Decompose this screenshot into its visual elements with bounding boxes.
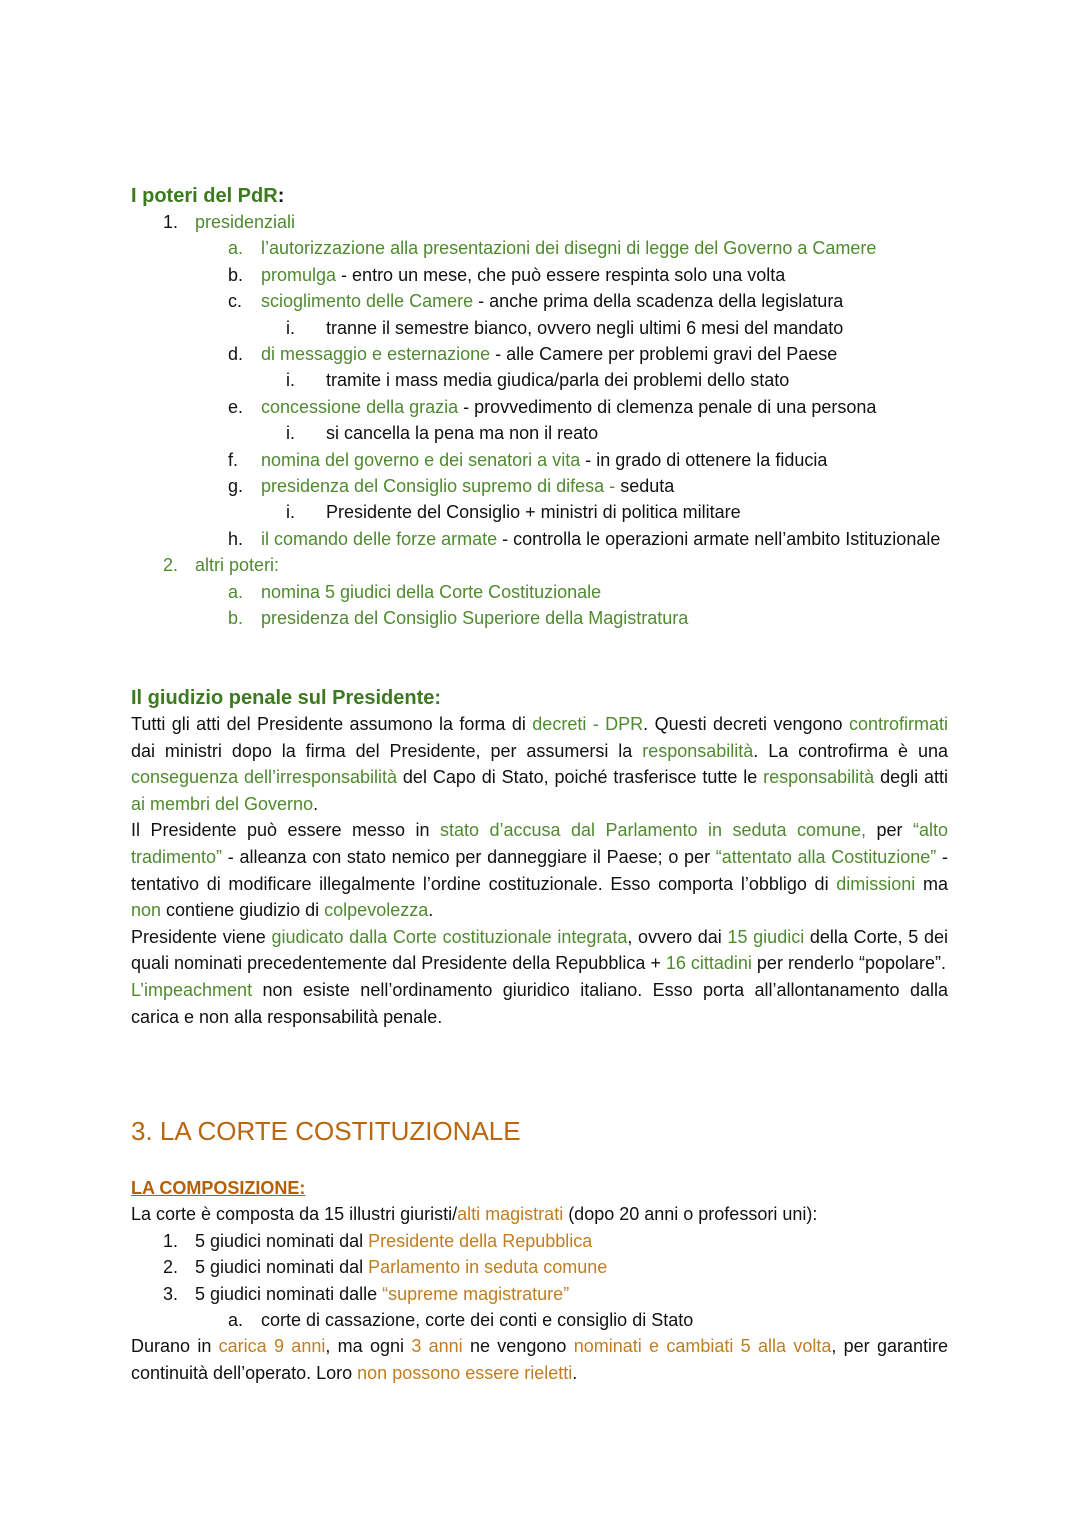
list-item (131, 367, 948, 393)
text-run: Tutti gli atti del Presidente assumono la forma di (131, 714, 533, 734)
list-marker: c. (228, 291, 243, 312)
highlighted-text: 3 anni (411, 1336, 463, 1357)
text-run: del Capo di Stato, poiché trasferisce tutte le (397, 767, 764, 788)
highlighted-text: Parlamento in seduta comune (368, 1257, 608, 1278)
composizione-section (131, 1175, 948, 1387)
highlighted-text: altri poteri: (195, 555, 280, 576)
list-marker: e. (228, 396, 244, 417)
text-run: - entro un mese, che può essere respinta solo una volta (336, 264, 786, 285)
list-marker: 3. (163, 1283, 179, 1304)
text-run: non esiste nell’ordinamento giuridico italiano. Esso porta all’allontanamento dalla carica e non alla responsabilità penale. (131, 979, 948, 1027)
list-marker: b. (228, 264, 244, 285)
list-marker: a. (228, 581, 244, 602)
highlighted-text: Presidente della Repubblica (368, 1230, 593, 1251)
text-run: - provvedimento di clemenza penale di una persona (458, 396, 877, 417)
list-item (131, 1307, 948, 1333)
list-item (131, 262, 948, 288)
text-run: La corte è composta da 15 illustri giuristi/ (131, 1204, 458, 1225)
highlighted-text: promulga (261, 264, 337, 285)
text-run: - alleanza con stato nemico per danneggiare il Paese; o per (222, 846, 716, 867)
list-item (131, 499, 948, 525)
list-marker: h. (228, 528, 244, 549)
highlighted-text: alti magistrati (457, 1204, 564, 1225)
text-run: 5 giudici nominati dalle (195, 1283, 383, 1304)
text-run: Presidente del Consiglio + ministri di politica militare (326, 502, 741, 523)
highlighted-text: stato d’accusa dal Parlamento in seduta comune, (439, 820, 867, 841)
paragraph (131, 817, 948, 923)
highlighted-text: 15 giudici (727, 926, 805, 947)
text-run: ma (915, 873, 948, 894)
text-run: , per garantire continuità dell’operato. Loro (131, 1336, 949, 1384)
poteri-heading (131, 183, 948, 209)
text-run: . La controfirma è una (753, 740, 948, 761)
list-marker: g. (228, 476, 244, 497)
corte-section-title-wrap (131, 1115, 948, 1147)
list-item (131, 447, 948, 473)
highlighted-text: responsabilità (642, 740, 754, 761)
highlighted-text: presidenza del Consiglio supremo di difesa - (261, 476, 621, 497)
poteri-list (131, 209, 948, 632)
text-run: - anche prima della scadenza della legislatura (473, 291, 844, 312)
paragraph (131, 977, 948, 1030)
composizione-list (131, 1228, 948, 1334)
highlighted-text: responsabilità (763, 767, 875, 788)
highlighted-text: concessione della grazia (261, 396, 459, 417)
list-item (131, 235, 948, 261)
paragraph (131, 711, 948, 817)
list-marker: f. (228, 449, 239, 470)
highlighted-text: scioglimento delle Camere (261, 291, 474, 312)
list-item (131, 526, 948, 552)
list-item (131, 420, 948, 446)
text-run: Il Presidente può essere messo in (131, 820, 440, 841)
poteri-section (131, 183, 948, 632)
composizione-intro (131, 1201, 948, 1227)
text-run: - tentativo di modificare illegalmente l’ordine costituzionale. Esso comporta l’obbligo di (131, 846, 949, 894)
highlighted-text: presidenza del Consiglio Superiore della Magistratura (261, 608, 689, 629)
list-item (131, 552, 948, 578)
list-item (131, 1254, 948, 1280)
highlighted-text: dimissioni (836, 873, 916, 894)
list-marker: i. (286, 423, 295, 444)
highlighted-text: nomina del governo e dei senatori a vita (261, 449, 581, 470)
highlighted-text: “supreme magistrature” (382, 1283, 570, 1304)
list-marker: i. (286, 370, 295, 391)
list-item (131, 579, 948, 605)
highlighted-text: nomina 5 giudici della Corte Costituzionale (261, 581, 602, 602)
text-run: per (866, 820, 913, 841)
giudizio-section (131, 685, 948, 1030)
list-item (131, 394, 948, 420)
text-run: , ovvero dai (627, 926, 728, 947)
highlighted-text: giudicato dalla Corte costituzionale integrata (271, 926, 628, 947)
highlighted-text: colpevolezza (324, 900, 429, 921)
text-run: Presidente viene (131, 926, 272, 947)
list-item (131, 473, 948, 499)
list-marker: a. (228, 1310, 244, 1331)
text-run: ne vengono (462, 1336, 574, 1357)
highlighted-text: l’autorizzazione alla presentazioni dei disegni di legge del Governo a Camere (261, 238, 877, 259)
highlighted-text: non possono essere rieletti (357, 1363, 573, 1384)
highlighted-text: non (131, 900, 162, 921)
text-run: corte di cassazione, corte dei conti e consiglio di Stato (261, 1310, 694, 1331)
text-run: - in grado di ottenere la fiducia (580, 449, 828, 470)
list-item (131, 341, 948, 367)
highlighted-text: 16 cittadini (665, 953, 752, 974)
list-item (131, 288, 948, 314)
text-run: Durano in (131, 1336, 219, 1357)
text-run: . (572, 1363, 578, 1384)
highlighted-text: nominati e cambiati 5 alla volta (573, 1336, 832, 1357)
paragraph (131, 924, 948, 977)
list-marker: 1. (163, 212, 179, 232)
text-run: dai ministri dopo la firma del Presidente, per assumersi la (131, 740, 643, 761)
list-marker: a. (228, 238, 244, 259)
highlighted-text: “attentato alla Costituzione” (715, 846, 937, 867)
text-run: tranne il semestre bianco, ovvero negli ultimi 6 mesi del mandato (326, 317, 844, 338)
text-run: si cancella la pena ma non il reato (326, 423, 599, 444)
list-marker: i. (286, 502, 295, 523)
highlighted-text: conseguenza dell’irresponsabilità (131, 767, 398, 788)
highlighted-text: carica 9 anni (218, 1336, 326, 1357)
text-run: - controlla le operazioni armate nell’ambito Istituzionale (497, 528, 941, 549)
giudizio-heading (131, 685, 948, 711)
list-item (131, 1281, 948, 1307)
text-run: della Corte, 5 dei quali nominati precedentemente dal Presidente della Repubblica + (131, 926, 948, 974)
highlighted-text: di messaggio e esternazione (261, 344, 491, 365)
text-run: seduta (620, 476, 675, 497)
composizione-heading: LA COMPOSIZIONE: (131, 1178, 306, 1198)
text-run: I poteri del PdR (131, 185, 278, 207)
giudizio-paragraphs (131, 711, 948, 1030)
highlighted-text: decreti - DPR (532, 714, 644, 734)
text-run: 5 giudici nominati dal (195, 1257, 369, 1278)
list-marker: 2. (163, 555, 179, 576)
text-run: . (428, 900, 434, 921)
text-run: . (313, 793, 319, 814)
highlighted-text: L’impeachment (131, 979, 253, 1000)
text-run: per renderlo “popolare”. (751, 953, 947, 974)
text-run: (dopo 20 anni o professori uni): (563, 1204, 818, 1225)
list-item (131, 605, 948, 631)
list-item (131, 315, 948, 341)
composizione-closing (131, 1333, 948, 1386)
highlighted-text: il comando delle forze armate (261, 528, 498, 549)
list-marker: d. (228, 344, 244, 365)
text-run: . Questi decreti vengono (643, 714, 849, 734)
list-item (131, 209, 948, 235)
text-run: 5 giudici nominati dal (195, 1230, 369, 1251)
text-run: degli atti (874, 767, 948, 788)
text-run: - alle Camere per problemi gravi del Paese (490, 344, 838, 365)
list-item (131, 1228, 948, 1254)
highlighted-text: ai membri del Governo (131, 793, 314, 814)
text-run: : (277, 185, 285, 207)
list-marker: 2. (163, 1257, 179, 1278)
list-marker: b. (228, 608, 244, 629)
highlighted-text: “alto tradimento” (131, 820, 948, 867)
text-run: tramite i mass media giudica/parla dei problemi dello stato (326, 370, 790, 391)
list-marker: i. (286, 317, 295, 338)
text-run: , ma ogni (325, 1336, 412, 1357)
list-marker: 1. (163, 1230, 179, 1251)
highlighted-text: controfirmati (848, 714, 948, 734)
highlighted-text: presidenziali (195, 212, 296, 232)
text-run: contiene giudizio di (161, 900, 325, 921)
section-title: 3. LA CORTE COSTITUZIONALE (131, 1116, 521, 1146)
text-run: Il giudizio penale sul Presidente: (131, 687, 442, 709)
